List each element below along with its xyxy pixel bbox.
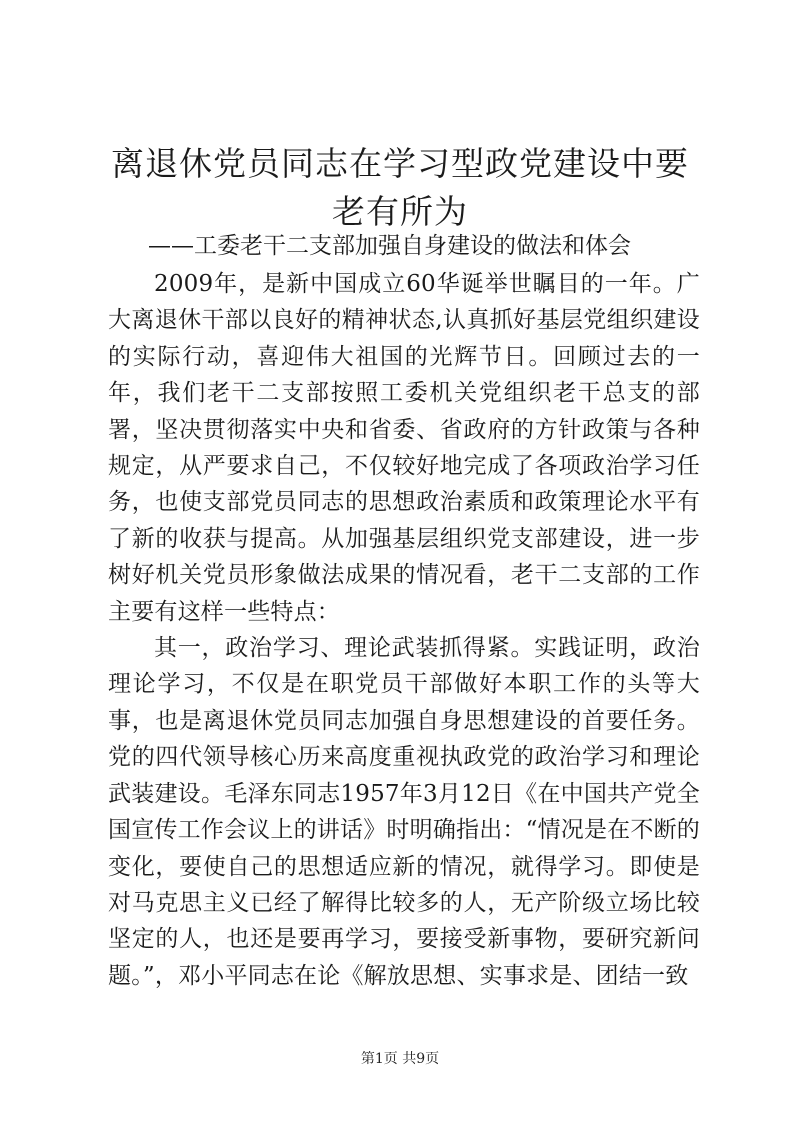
page-footer: 第1页 共9页 bbox=[360, 1051, 440, 1067]
document-subtitle: ——工委老干二支部加强自身建设的做法和体会 bbox=[148, 233, 631, 259]
body-paragraph-1: 2009年，是新中国成立60华诞举世瞩目的一年。广大离退休干部以良好的精神状态,认真抓好基层党组织建设的实际行动，喜迎伟大祖国的光辉节日。回顾过去的一年，我们老干二支部按照工委机关党组织老干总支的部署，坚决贯彻落实中央和省委、省政府的方针政策与各种规定，从严要求自己，不仅较好地完成了各项政治学习任务，也使支部党员同志的思想政治素质和政策理论水平有了新的收获与提高。从加强基层组织党支部建设，进一步树好机关党员形象做法成果的情况看，老干二支部的工作主要有这样一些特点： bbox=[108, 271, 700, 625]
document-body bbox=[108, 266, 700, 994]
body-paragraph-2: 其一，政治学习、理论武装抓得紧。实践证明，政治理论学习，不仅是在职党员干部做好本职工作的头等大事，也是离退休党员同志加强自身思想建设的首要任务。党的四代领导核心历来高度重视执政党的政治学习和理论武装建设。毛泽东同志1957年3月12日《在中国共产党全国宣传工作会议上的讲话》时明确指出：“情况是在不断的变化，要使自己的思想适应新的情况，就得学习。即使是对马克思主义已经了解得比较多的人，无产阶级立场比较坚定的人，也还是要再学习，要接受新事物，要研究新问题。”，邓小平同志在论《解放思想、实事求是、团结一致 bbox=[108, 635, 700, 989]
document-title: 离退休党员同志在学习型政党建设中要老有所为 bbox=[111, 144, 689, 231]
